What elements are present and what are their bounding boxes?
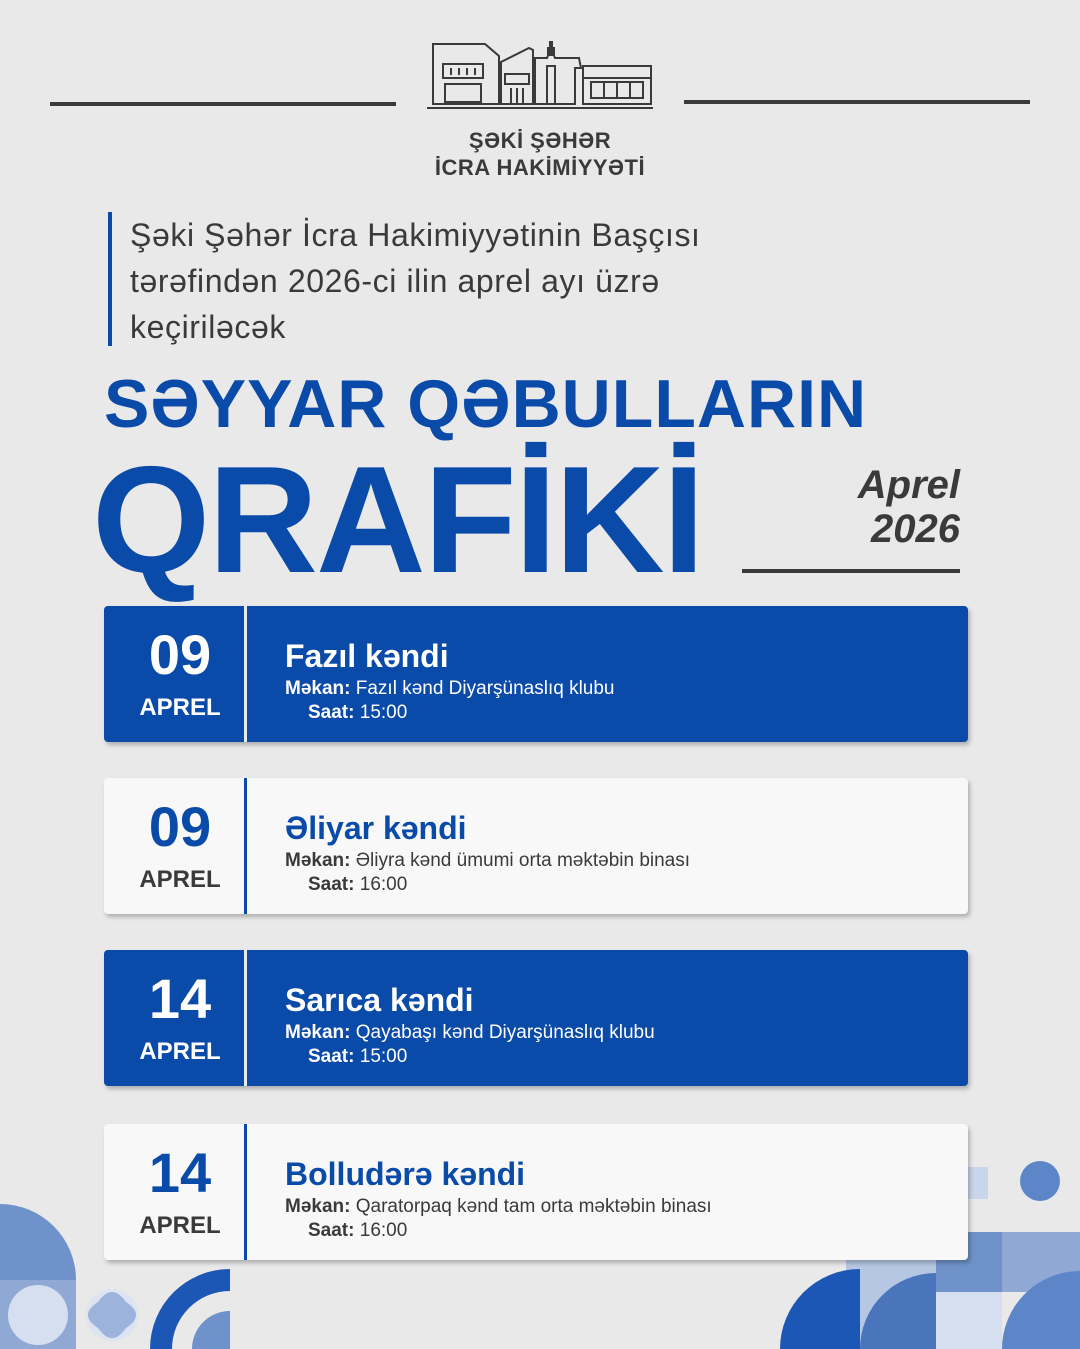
event-card <box>104 1124 968 1260</box>
intro-text <box>130 212 850 350</box>
title-line-1: SƏYYAR QƏBULLARIN <box>104 366 868 442</box>
time-label: Saat: <box>308 874 355 895</box>
period-month: Aprel <box>857 463 960 507</box>
event-card <box>104 950 968 1086</box>
event-divider <box>244 1124 247 1260</box>
event-time-row <box>308 874 407 896</box>
event-time: 16:00 <box>359 874 408 895</box>
event-card <box>104 606 968 742</box>
time-label: Saat: <box>308 1046 355 1067</box>
event-card <box>104 778 968 914</box>
event-month: APREL <box>139 694 221 721</box>
event-location-row <box>285 1196 712 1218</box>
intro-accent-bar <box>108 212 112 346</box>
event-time-row <box>308 1046 407 1068</box>
intro-line-1: Şəki Şəhər İcra Hakimiyyətinin Başçısı <box>130 217 701 253</box>
event-location-row <box>285 850 690 872</box>
time-label: Saat: <box>308 1220 355 1241</box>
event-location: Fazıl kənd Diyarşünaslıq klubu <box>355 678 615 699</box>
event-location-row <box>285 678 615 700</box>
location-label: Məkan: <box>285 678 351 699</box>
event-place: Sarıca kəndi <box>285 982 474 1018</box>
period-underline <box>742 569 960 573</box>
header-line-left <box>50 102 396 106</box>
event-place: Bolludərə kəndi <box>285 1156 526 1192</box>
period-year: 2026 <box>871 507 960 551</box>
event-time: 15:00 <box>359 1046 408 1067</box>
title-line-2: QRAFİKİ <box>92 435 703 605</box>
event-month: APREL <box>139 1212 221 1239</box>
event-month: APREL <box>139 866 221 893</box>
event-location: Qayabaşı kənd Diyarşünaslıq klubu <box>355 1022 655 1043</box>
event-place: Fazıl kəndi <box>285 638 449 674</box>
event-day: 09 <box>148 795 212 858</box>
event-day: 14 <box>148 1141 212 1204</box>
event-month: APREL <box>139 1038 221 1065</box>
location-label: Məkan: <box>285 850 351 871</box>
event-time: 16:00 <box>359 1220 408 1241</box>
time-label: Saat: <box>308 702 355 723</box>
event-divider <box>244 950 247 1086</box>
event-divider <box>244 778 247 914</box>
event-day: 14 <box>148 967 212 1030</box>
event-time-row <box>308 702 407 724</box>
period-label <box>858 463 960 551</box>
intro-line-3: keçiriləcək <box>130 309 286 345</box>
event-place: Əliyar kəndi <box>285 810 467 846</box>
location-label: Məkan: <box>285 1196 351 1217</box>
header-line-right <box>684 100 1030 104</box>
org-name-line2: İCRA HAKİMİYYƏTİ <box>434 155 646 180</box>
event-location-row <box>285 1022 655 1044</box>
building-logo-icon <box>425 38 655 110</box>
event-location: Əliyra kənd ümumi orta məktəbin binası <box>355 850 691 871</box>
org-name-line1: ŞƏKİ ŞƏHƏR <box>468 128 612 153</box>
event-divider <box>244 606 247 742</box>
location-label: Məkan: <box>285 1022 351 1043</box>
event-time: 15:00 <box>359 702 408 723</box>
intro-line-2: tərəfindən 2026-ci ilin aprel ayı üzrə <box>130 263 660 299</box>
event-location: Qaratorpaq kənd tam orta məktəbin binası <box>355 1196 712 1217</box>
event-day: 09 <box>148 623 212 686</box>
event-time-row <box>308 1220 407 1242</box>
